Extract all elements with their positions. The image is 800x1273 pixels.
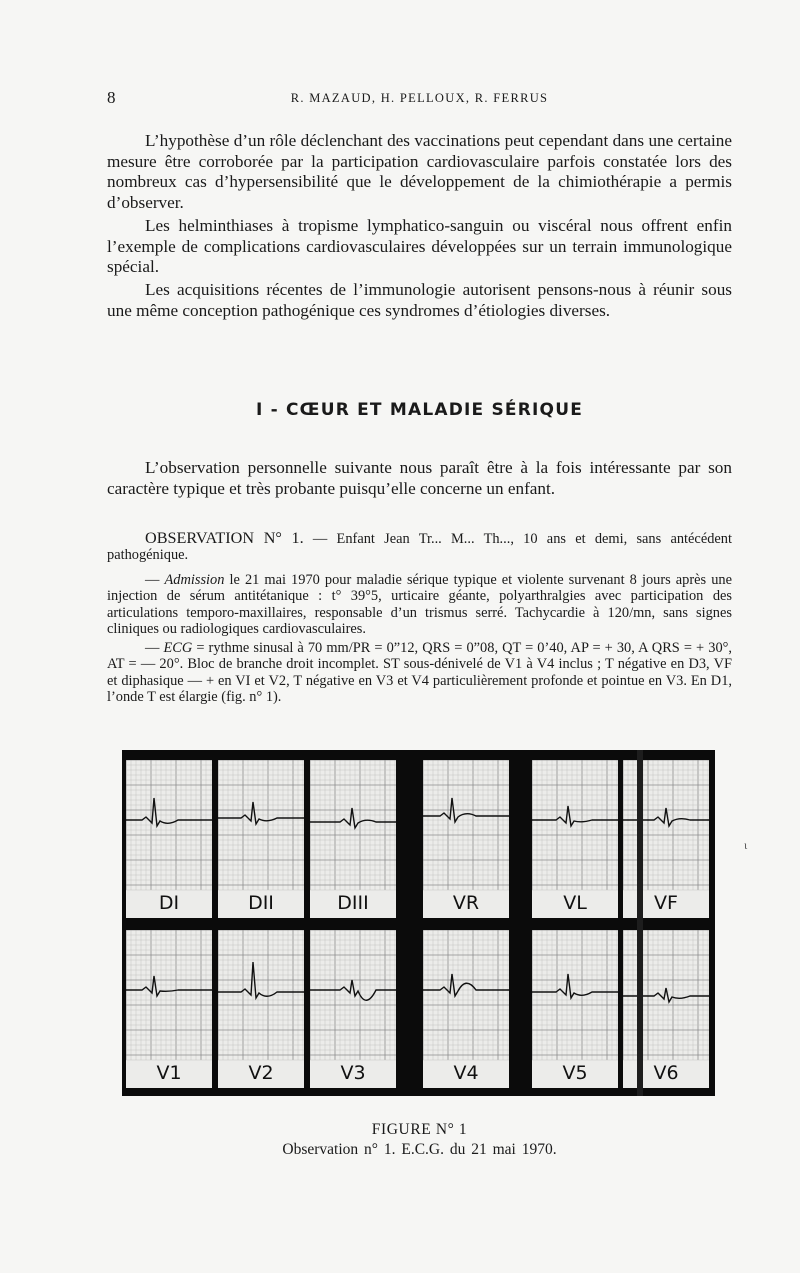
ecg-text: = rythme sinusal à 70 mm/PR = 0”12, QRS = 0”08, QT = 0’40, AP = + 30, A QRS = + 30°, AT = — 20°. Bloc de branche droit incomplet. ST sous-dénivelé de V1 à V4 inclus ; T négative en D3, VF et diphasique — + en VI et V2, T négative en V3 et V4 particulièrement profonde et pointue en V3. En D1, l’onde T est élargie (fig. n° 1). [107,640,732,706]
running-head: R. MAZAUD, H. PELLOUX, R. FERRUS [290,91,549,105]
ecg-lead-label: DIII [337,892,369,914]
ecg-figure [122,750,715,1096]
observation-heading [107,530,732,564]
page-number: 8 [107,88,116,107]
observation-ecg: — ECG = rythme sinusal à 70 mm/PR = 0”12, QRS = 0”08, QT = 0’40, AP = + 30, A QRS = + 30°, AT = — 20°. Bloc de branche droit incomplet. ST sous-dénivelé de V1 à V4 inclus ; T négative en D3, VF et diphasique — + en VI et V2, T négative en V3 et V4 particulièrement profonde et pointue en V3. En D1, l’onde T est élargie (fig. n° 1). [107,640,732,706]
section-title: I - CŒUR ET MALADIE SÉRIQUE [255,400,584,420]
ecg-lead-diii [310,760,396,918]
intro-paragraph-1: L’hypothèse d’un rôle déclenchant des vaccinations peut cependant dans une certaine mesure être corroborée par la participation cardiovasculaire parfois constatée lors des nombreux cas d’hypersensibilité que le développement de la chimiothérapie a permis d’observer. [107,131,732,212]
ecg-lead-label: V3 [340,1062,366,1084]
ecg-lead-label: V2 [248,1062,274,1084]
observation-admission: — Admission le 21 mai 1970 pour maladie sérique typique et violente survenant 8 jours après une injection de sérum antitétanique : t° 39°5, urticaire géante, polyarthralgies avec participation des articulations temporo-maxillaires, responsable d’un trismus serré. Tachycardie à 120/mn, sans signes cliniques ou radiologiques cardiovasculaires. [107,572,732,638]
ecg-lead-label: VR [452,892,480,914]
ecg-waveform [126,798,212,826]
ecg-lead-v4 [423,930,509,1088]
ecg-lead-v1 [126,930,212,1088]
ecg-label: ECG [163,640,193,656]
ecg-lead-label: VF [654,892,678,914]
ecg-waveform [532,974,618,998]
admission-text: le 21 mai 1970 pour maladie sérique typique et violente survenant 8 jours après une injection de sérum antitétanique : t° 39°5, urticaire géante, polyarthralgies avec participation des articulations temporo-maxillaires, responsable d’un trismus serré. Tachycardie à 120/mn, sans signes cliniques ou radiologiques cardiovasculaires. [107,572,732,638]
ecg-waveform [623,808,709,826]
page-header [107,88,732,112]
ecg-lead-vr [423,760,509,918]
ecg-lead-label: V6 [653,1062,679,1084]
intro-paragraph-2: Les helminthiases à tropisme lymphatico-sanguin ou viscéral nous offrent enfin l’exemple de complications cardiovasculaires développées sur un terrain immunologique spécial. [107,216,732,277]
ecg-lead-vf [623,760,709,918]
observation-heading-text: — Enfant Jean Tr... M... Th..., 10 ans et demi, sans antécédent pathogénique. [107,531,732,564]
ecg-lead-label: DI [158,892,180,914]
ecg-lead-v3 [310,930,396,1088]
ecg-waveform [218,802,304,824]
margin-mark: ι [744,838,748,852]
ecg-lead-label: VL [563,892,587,914]
ecg-waveform [126,976,212,996]
ecg-lead-label: V5 [562,1062,588,1084]
ecg-lead-label: DII [248,892,274,914]
figure-caption-title: FIGURE N° 1 [371,1121,468,1138]
figure-caption-text: Observation n° 1. E.C.G. du 21 mai 1970. [282,1141,557,1158]
observation-lead: OBSERVATION N° 1. [145,529,304,547]
figure-fold [637,750,643,1096]
admission-label: Admission [164,572,225,588]
ecg-lead-vl [532,760,618,918]
ecg-lead-label: V1 [156,1062,182,1084]
ecg-waveform [532,806,618,826]
intro-paragraph-3: Les acquisitions récentes de l’immunologie autorisent pensons-nous à réunir sous une même conception pathogénique ces syndromes d’étiologies diverses. [107,280,732,320]
ecg-lead-label: V4 [453,1062,479,1084]
ecg-lead-v6 [623,930,709,1088]
ecg-lead-v2 [218,930,304,1088]
ecg-lead-v5 [532,930,618,1088]
ecg-lead-dii [218,760,304,918]
section-intro: L’observation personnelle suivante nous paraît être à la fois intéressante par son caractère typique et très probante puisqu’elle concerne un enfant. [107,458,732,498]
ecg-lead-di [126,760,212,918]
